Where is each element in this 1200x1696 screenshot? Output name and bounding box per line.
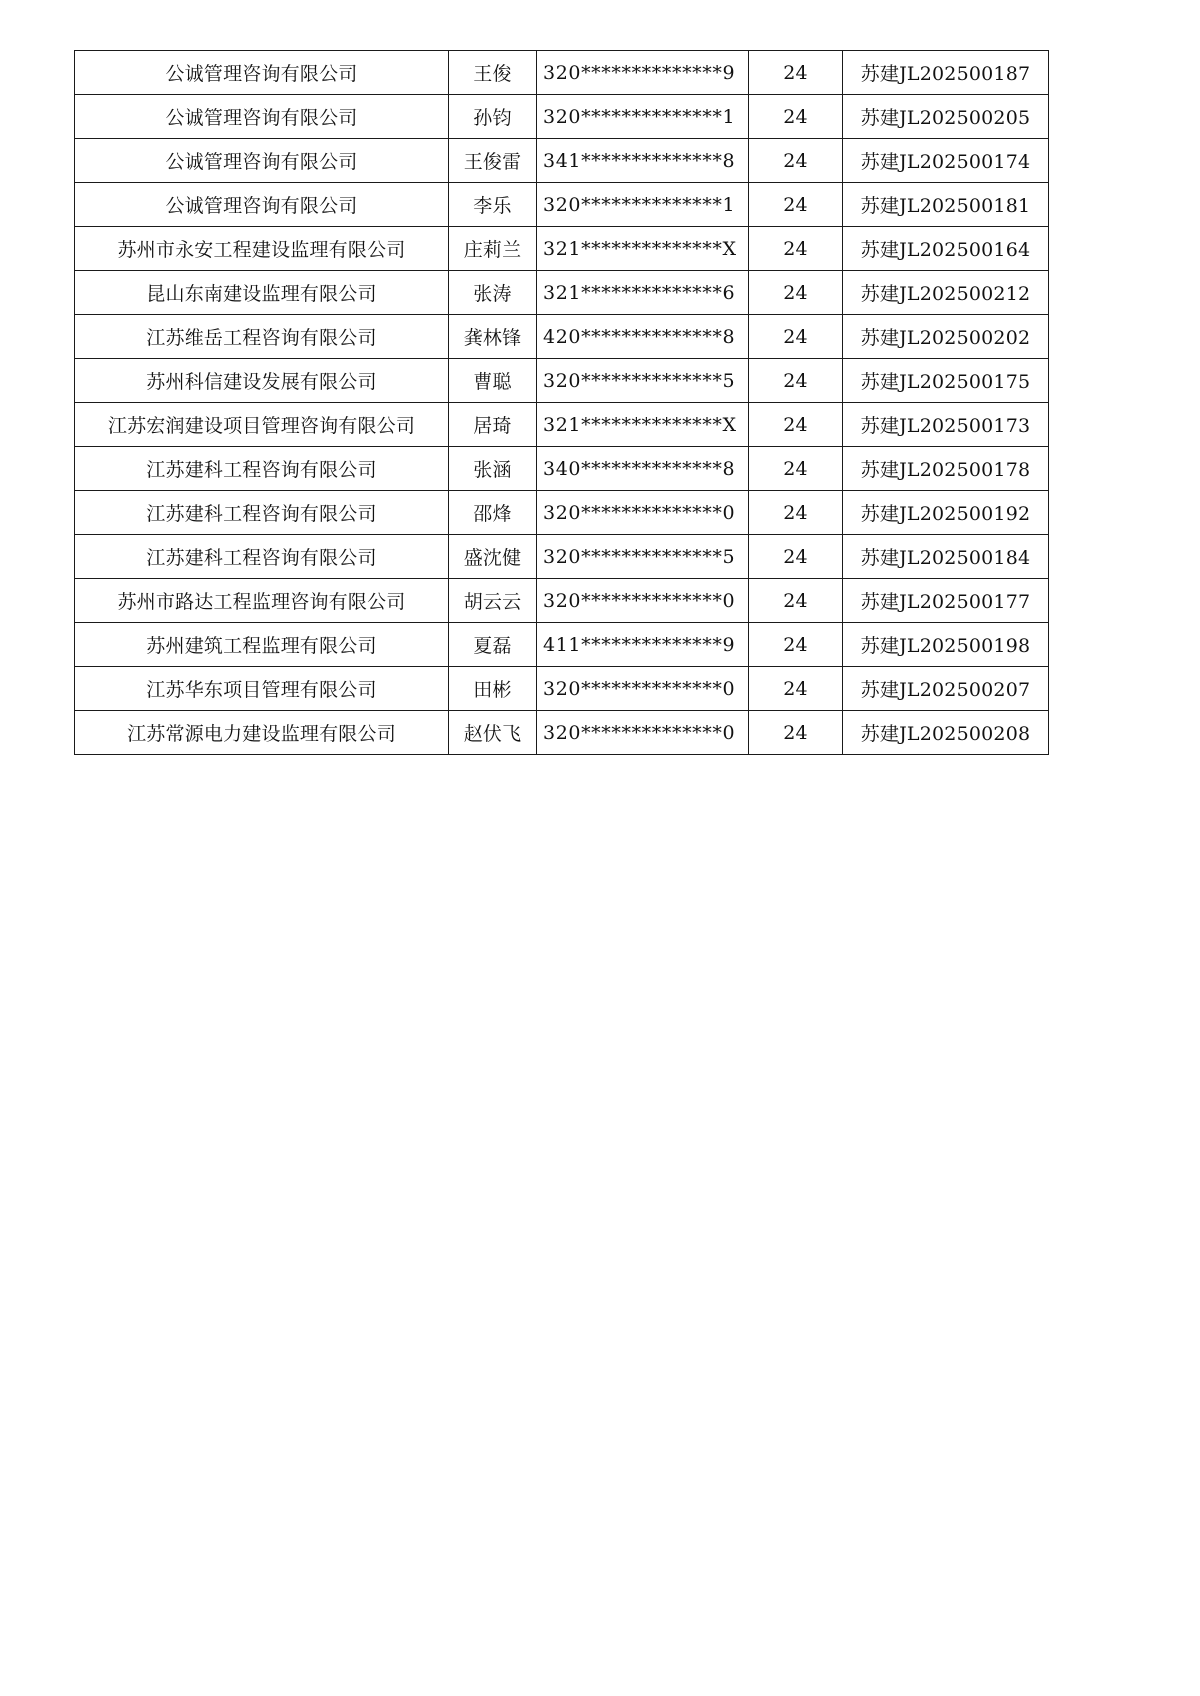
- table-row: [75, 535, 1049, 579]
- table-row: [75, 623, 1049, 667]
- certificate-cell: 苏建JL202500181: [843, 183, 1049, 227]
- hours-cell: 24: [749, 535, 843, 579]
- id-number-cell: 320**************0: [537, 667, 749, 711]
- company-cell: 苏州建筑工程监理有限公司: [75, 623, 449, 667]
- certificate-cell: 苏建JL202500207: [843, 667, 1049, 711]
- company-cell: 苏州科信建设发展有限公司: [75, 359, 449, 403]
- hours-cell: 24: [749, 359, 843, 403]
- certificate-cell: 苏建JL202500174: [843, 139, 1049, 183]
- table-row: [75, 51, 1049, 95]
- hours-cell: 24: [749, 403, 843, 447]
- name-cell: 赵伏飞: [449, 711, 537, 755]
- company-cell: 江苏华东项目管理有限公司: [75, 667, 449, 711]
- hours-cell: 24: [749, 271, 843, 315]
- id-number-cell: 320**************5: [537, 535, 749, 579]
- personnel-table: [74, 50, 1049, 755]
- company-cell: 公诚管理咨询有限公司: [75, 95, 449, 139]
- id-number-cell: 341**************8: [537, 139, 749, 183]
- certificate-cell: 苏建JL202500192: [843, 491, 1049, 535]
- company-cell: 公诚管理咨询有限公司: [75, 183, 449, 227]
- certificate-cell: 苏建JL202500208: [843, 711, 1049, 755]
- certificate-cell: 苏建JL202500177: [843, 579, 1049, 623]
- name-cell: 夏磊: [449, 623, 537, 667]
- table-row: [75, 579, 1049, 623]
- id-number-cell: 320**************0: [537, 491, 749, 535]
- company-cell: 江苏建科工程咨询有限公司: [75, 535, 449, 579]
- hours-cell: 24: [749, 183, 843, 227]
- hours-cell: 24: [749, 711, 843, 755]
- company-cell: 江苏常源电力建设监理有限公司: [75, 711, 449, 755]
- certificate-cell: 苏建JL202500205: [843, 95, 1049, 139]
- certificate-cell: 苏建JL202500198: [843, 623, 1049, 667]
- id-number-cell: 321**************X: [537, 403, 749, 447]
- table-row: [75, 271, 1049, 315]
- hours-cell: 24: [749, 579, 843, 623]
- table-row: [75, 139, 1049, 183]
- id-number-cell: 320**************9: [537, 51, 749, 95]
- certificate-cell: 苏建JL202500175: [843, 359, 1049, 403]
- hours-cell: 24: [749, 227, 843, 271]
- certificate-cell: 苏建JL202500212: [843, 271, 1049, 315]
- table-body: [75, 51, 1049, 755]
- id-number-cell: 320**************1: [537, 183, 749, 227]
- company-cell: 苏州市永安工程建设监理有限公司: [75, 227, 449, 271]
- table-row: [75, 95, 1049, 139]
- id-number-cell: 420**************8: [537, 315, 749, 359]
- hours-cell: 24: [749, 623, 843, 667]
- name-cell: 胡云云: [449, 579, 537, 623]
- id-number-cell: 411**************9: [537, 623, 749, 667]
- certificate-cell: 苏建JL202500187: [843, 51, 1049, 95]
- company-cell: 苏州市路达工程监理咨询有限公司: [75, 579, 449, 623]
- name-cell: 居琦: [449, 403, 537, 447]
- name-cell: 孙钧: [449, 95, 537, 139]
- hours-cell: 24: [749, 95, 843, 139]
- name-cell: 邵烽: [449, 491, 537, 535]
- table-row: [75, 359, 1049, 403]
- name-cell: 王俊: [449, 51, 537, 95]
- id-number-cell: 321**************X: [537, 227, 749, 271]
- id-number-cell: 321**************6: [537, 271, 749, 315]
- id-number-cell: 320**************5: [537, 359, 749, 403]
- id-number-cell: 320**************0: [537, 711, 749, 755]
- table-row: [75, 447, 1049, 491]
- name-cell: 张涵: [449, 447, 537, 491]
- certificate-cell: 苏建JL202500173: [843, 403, 1049, 447]
- hours-cell: 24: [749, 51, 843, 95]
- name-cell: 田彬: [449, 667, 537, 711]
- company-cell: 公诚管理咨询有限公司: [75, 51, 449, 95]
- id-number-cell: 320**************0: [537, 579, 749, 623]
- hours-cell: 24: [749, 315, 843, 359]
- name-cell: 庄莉兰: [449, 227, 537, 271]
- table-row: [75, 183, 1049, 227]
- name-cell: 李乐: [449, 183, 537, 227]
- table-row: [75, 315, 1049, 359]
- id-number-cell: 340**************8: [537, 447, 749, 491]
- certificate-cell: 苏建JL202500202: [843, 315, 1049, 359]
- table-row: [75, 491, 1049, 535]
- certificate-cell: 苏建JL202500164: [843, 227, 1049, 271]
- company-cell: 江苏建科工程咨询有限公司: [75, 491, 449, 535]
- certificate-cell: 苏建JL202500178: [843, 447, 1049, 491]
- table-row: [75, 227, 1049, 271]
- name-cell: 张涛: [449, 271, 537, 315]
- company-cell: 江苏维岳工程咨询有限公司: [75, 315, 449, 359]
- company-cell: 昆山东南建设监理有限公司: [75, 271, 449, 315]
- company-cell: 江苏宏润建设项目管理咨询有限公司: [75, 403, 449, 447]
- table-row: [75, 667, 1049, 711]
- id-number-cell: 320**************1: [537, 95, 749, 139]
- hours-cell: 24: [749, 491, 843, 535]
- name-cell: 龚林锋: [449, 315, 537, 359]
- hours-cell: 24: [749, 139, 843, 183]
- name-cell: 曹聪: [449, 359, 537, 403]
- company-cell: 公诚管理咨询有限公司: [75, 139, 449, 183]
- table-row: [75, 711, 1049, 755]
- certificate-cell: 苏建JL202500184: [843, 535, 1049, 579]
- name-cell: 盛沈健: [449, 535, 537, 579]
- hours-cell: 24: [749, 667, 843, 711]
- name-cell: 王俊雷: [449, 139, 537, 183]
- table-row: [75, 403, 1049, 447]
- company-cell: 江苏建科工程咨询有限公司: [75, 447, 449, 491]
- hours-cell: 24: [749, 447, 843, 491]
